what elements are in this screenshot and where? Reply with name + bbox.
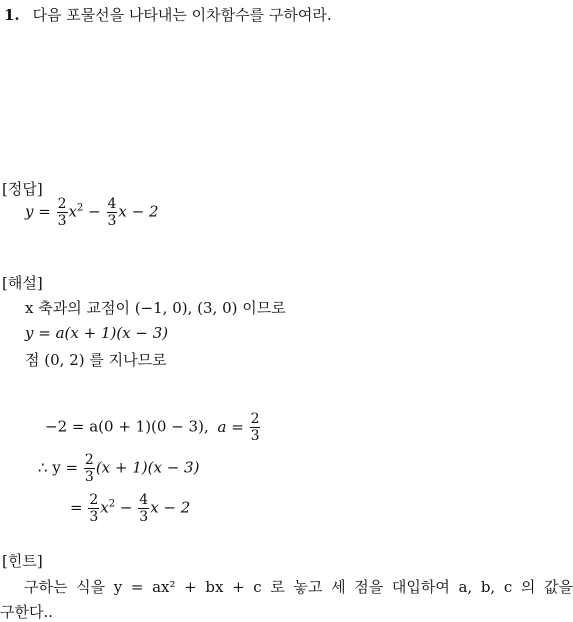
equation-left: −2 = a(0 + 1)(0 − 3), [45,417,209,436]
equation-prefix: ∴ y = [38,458,79,477]
answer-minus: − [88,202,101,221]
equation-term-2: x − 2 [150,498,191,517]
fraction-denominator: 3 [57,213,67,229]
equation-fraction [84,453,95,484]
answer-label: [정답] [2,180,43,198]
solution-line-1: x 축과의 교점이 (−1, 0), (3, 0) 이므로 [25,299,286,317]
answer-fraction-2 [107,197,118,228]
problem-header [4,4,332,25]
solution-line-3: 점 (0, 2) 를 지나므로 [25,351,167,369]
fraction-numerator: 2 [84,452,94,468]
answer-term-1: x [68,202,77,221]
fraction-denominator: 3 [89,509,99,525]
equation-term-1: x [100,498,109,517]
fraction-denominator: 3 [107,213,117,229]
fraction-denominator: 3 [250,428,260,444]
equation-minus: − [119,498,133,517]
fraction-numerator: 2 [57,196,67,212]
equation-fraction-2 [138,493,149,524]
fraction-denominator: 3 [139,509,149,525]
solution-equation-3 [70,493,190,524]
answer-expression [25,197,159,228]
solution-line-2: y = a(x + 1)(x − 3) [25,324,169,342]
equation-exponent: 2 [108,498,116,510]
solution-label: [해설] [2,274,43,292]
solution-equation-2 [38,453,199,484]
equation-fraction [250,412,261,443]
hint-label: [힌트] [2,552,43,570]
answer-lhs: y = [25,202,51,221]
fraction-numerator: 2 [250,411,260,427]
fraction-numerator: 2 [89,492,99,508]
equation-a: a = [217,417,244,436]
hint-line-2: 구한다.. [0,603,54,621]
fraction-numerator: 4 [139,492,149,508]
equation-prefix: = [70,498,83,517]
hint-line-1: 구하는 식을 y = ax² + bx + c 로 놓고 세 점을 대입하여 a, b, c 의 값을 [24,578,573,596]
equation-fraction-1 [88,493,99,524]
answer-fraction-1 [57,197,68,228]
answer-term-2: x − 2 [118,202,159,221]
equation-rest: (x + 1)(x − 3) [95,458,200,477]
solution-equation-1 [45,412,261,443]
problem-text: 다음 포물선을 나타내는 이차함수를 구하여라. [32,6,332,24]
fraction-denominator: 3 [84,469,94,485]
fraction-numerator: 4 [107,196,117,212]
problem-number: 1. [4,6,20,24]
answer-exponent: 2 [76,202,84,214]
